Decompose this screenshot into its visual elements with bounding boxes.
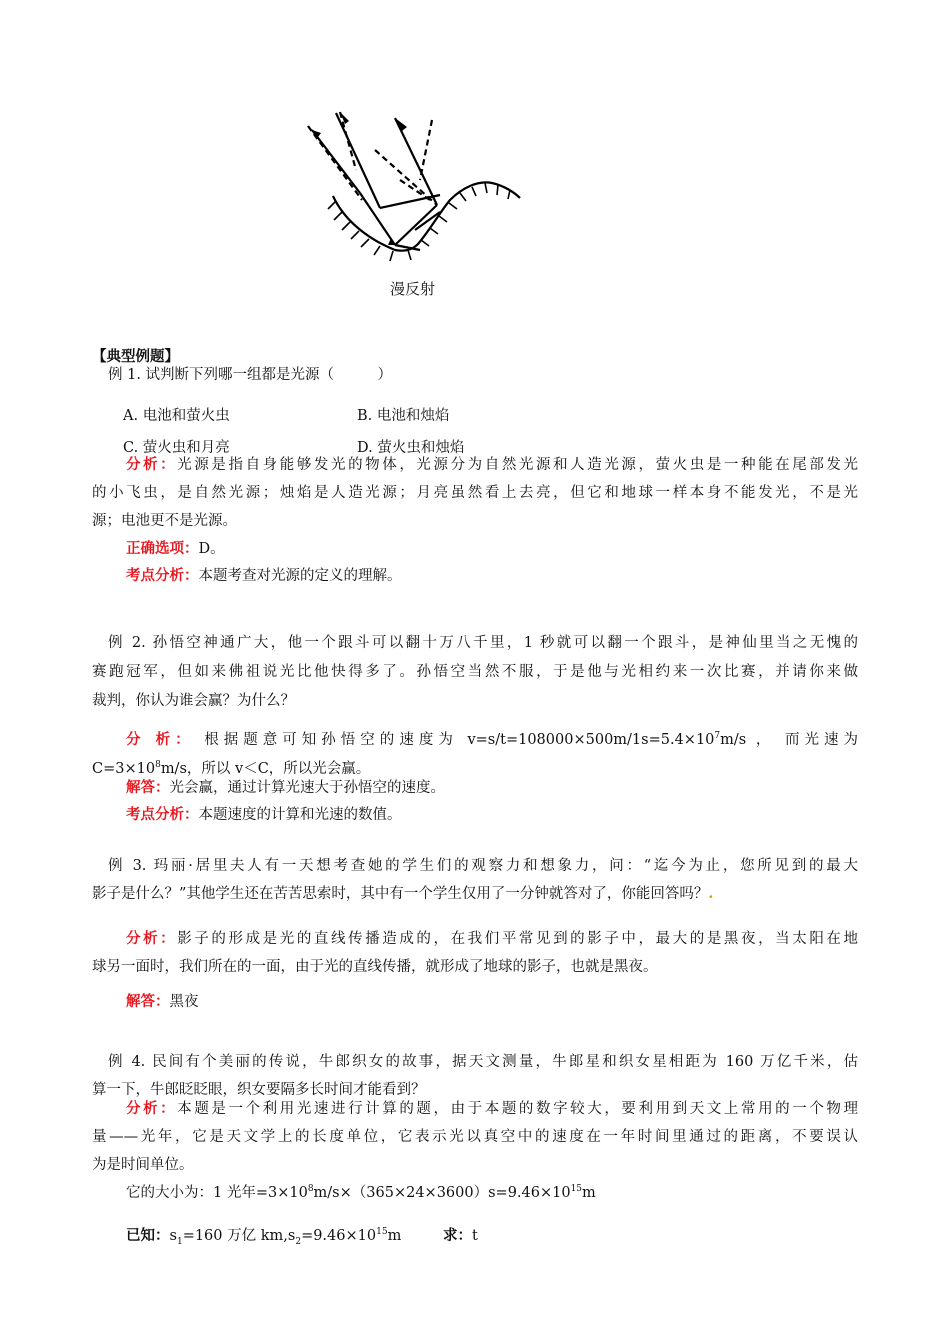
- ex4-known-label: 已知：: [126, 1228, 170, 1244]
- ex3-answer: [126, 990, 199, 1011]
- ex1-analysis-label: 分析：: [126, 457, 178, 473]
- ex1-option-d: D. 萤火虫和烛焰: [357, 440, 465, 456]
- ex4-line2: 算一下，牛郎眨眨眼，织女要隔多长时间才能看到？: [92, 1082, 426, 1098]
- ex4-analysis-line3: 为是时间单位。: [92, 1157, 194, 1173]
- ex3-answer-text: 黑夜: [169, 994, 199, 1010]
- ex3-answer-label: 解答：: [126, 994, 170, 1010]
- ex2-analysis-line2: $C=3\times 10^8m/s$，所以 v＜C，所以光会赢。: [92, 760, 371, 777]
- ex4-analysis-line1: [126, 1097, 858, 1118]
- ex2-line2: 赛跑冠军，但如来佛祖说光比他快得多了。孙悟空当然不服，于是他与光相约来一次比赛，并请你来做: [92, 664, 858, 680]
- ex2-answer-text: 光会赢，通过计算光速大于孙悟空的速度。: [169, 780, 445, 796]
- ex1-option-a: A. 电池和萤火虫: [123, 408, 230, 424]
- ex1-analysis-line1: [126, 453, 858, 474]
- ex2-point: [126, 803, 402, 824]
- ex4-analysis-text1: 本题是一个利用光速进行计算的题，由于本题的数字较大，要利用到天文上常用的一个物理: [177, 1101, 858, 1117]
- ex1-point: [126, 564, 402, 585]
- ex1-answer-label: 正确选项：: [126, 541, 199, 557]
- ex3-analysis-line1: [126, 927, 858, 948]
- ex1-point-text: 本题考查对光源的定义的理解。: [198, 568, 402, 584]
- ex2-answer: [126, 776, 445, 797]
- ex2-analysis-text1: 根据题意可知孙悟空的速度为 $v=s/t=108000\times 500m/1s=5.4\times 10^7m/s$ ， 而光速为: [204, 731, 858, 748]
- ex3-analysis-line2: 球另一面时，我们所在的一面，由于光的直线传播，就形成了地球的影子，也就是黑夜。: [92, 959, 658, 975]
- ex1-analysis-line3: 源；电池更不是光源。: [92, 513, 237, 529]
- ex4-analysis-label: 分析：: [126, 1101, 178, 1117]
- ex4-lightyear-formula: 它的大小为：1 光年$=3\times 10^8m/s\times(365\times 24\times 3600)s=9.46\times 10^{15}m$: [126, 1184, 596, 1201]
- figure-caption: 漫反射: [390, 280, 436, 298]
- ex2-point-label: 考点分析：: [126, 807, 199, 823]
- ex4-ask: [443, 1224, 478, 1245]
- ex1-point-label: 考点分析：: [126, 568, 199, 584]
- ex1-question: 例 1. 试判断下列哪一组都是光源（ ）: [108, 367, 393, 383]
- ex1-option-c: C. 萤火虫和月亮: [123, 440, 230, 456]
- ex2-analysis-label: 分 析：: [126, 732, 195, 748]
- ex2-analysis-line1: [126, 728, 858, 749]
- ex2-answer-label: 解答：: [126, 780, 170, 796]
- ex1-analysis-line2: 的小飞虫，是自然光源；烛焰是人造光源；月亮虽然看上去亮，但它和地球一样本身不能发光，不是光: [92, 485, 858, 501]
- ex4-known: 已知：$s_1=160$ 万亿 $km,s_2=9.46\times 10^{15}m$: [126, 1227, 402, 1247]
- ex4-line1: 例 4. 民间有个美丽的传说，牛郎织女的故事，据天文测量，牛郎星和织女星相距为 160 万亿千米，估: [108, 1054, 858, 1070]
- ex1-analysis-text1: 光源是指自身能够发光的物体，光源分为自然光源和人造光源，萤火虫是一种能在尾部发光: [177, 457, 858, 473]
- section-title: 【典型例题】: [92, 349, 179, 365]
- ex1-answer: [126, 537, 225, 558]
- ex3-analysis-label: 分析：: [126, 931, 178, 947]
- ex4-ask-text: t: [472, 1228, 478, 1244]
- ex3-line2: 影子是什么？”其他学生还在苦苦思索时，其中有一个学生仅用了一分钟就答对了，你能回答吗？.: [92, 885, 714, 902]
- ex1-option-b: B. 电池和烛焰: [357, 408, 450, 424]
- ex3-line1: 例 3. 玛丽·居里夫人有一天想考查她的学生们的观察力和想象力，问：“迄今为止，您所见到的最大: [108, 858, 858, 874]
- ex2-line3: 裁判，你认为谁会赢？为什么？: [92, 693, 295, 709]
- ex2-line1: 例 2. 孙悟空神通广大，他一个跟斗可以翻十万八千里，1 秒就可以翻一个跟斗，是神仙里当之无愧的: [108, 635, 858, 651]
- ex4-ask-label: 求：: [443, 1228, 472, 1244]
- ex3-analysis-text1: 影子的形成是光的直线传播造成的，在我们平常见到的影子中，最大的是黑夜，当太阳在地: [177, 931, 858, 947]
- ex1-answer-text: D。: [198, 541, 225, 557]
- ex2-point-text: 本题速度的计算和光速的数值。: [198, 807, 402, 823]
- diffuse-reflection-figure: [300, 108, 540, 273]
- ex4-analysis-line2: 量——光年，它是天文学上的长度单位，它表示光以真空中的速度在一年时间里通过的距离，不要误认: [92, 1129, 858, 1145]
